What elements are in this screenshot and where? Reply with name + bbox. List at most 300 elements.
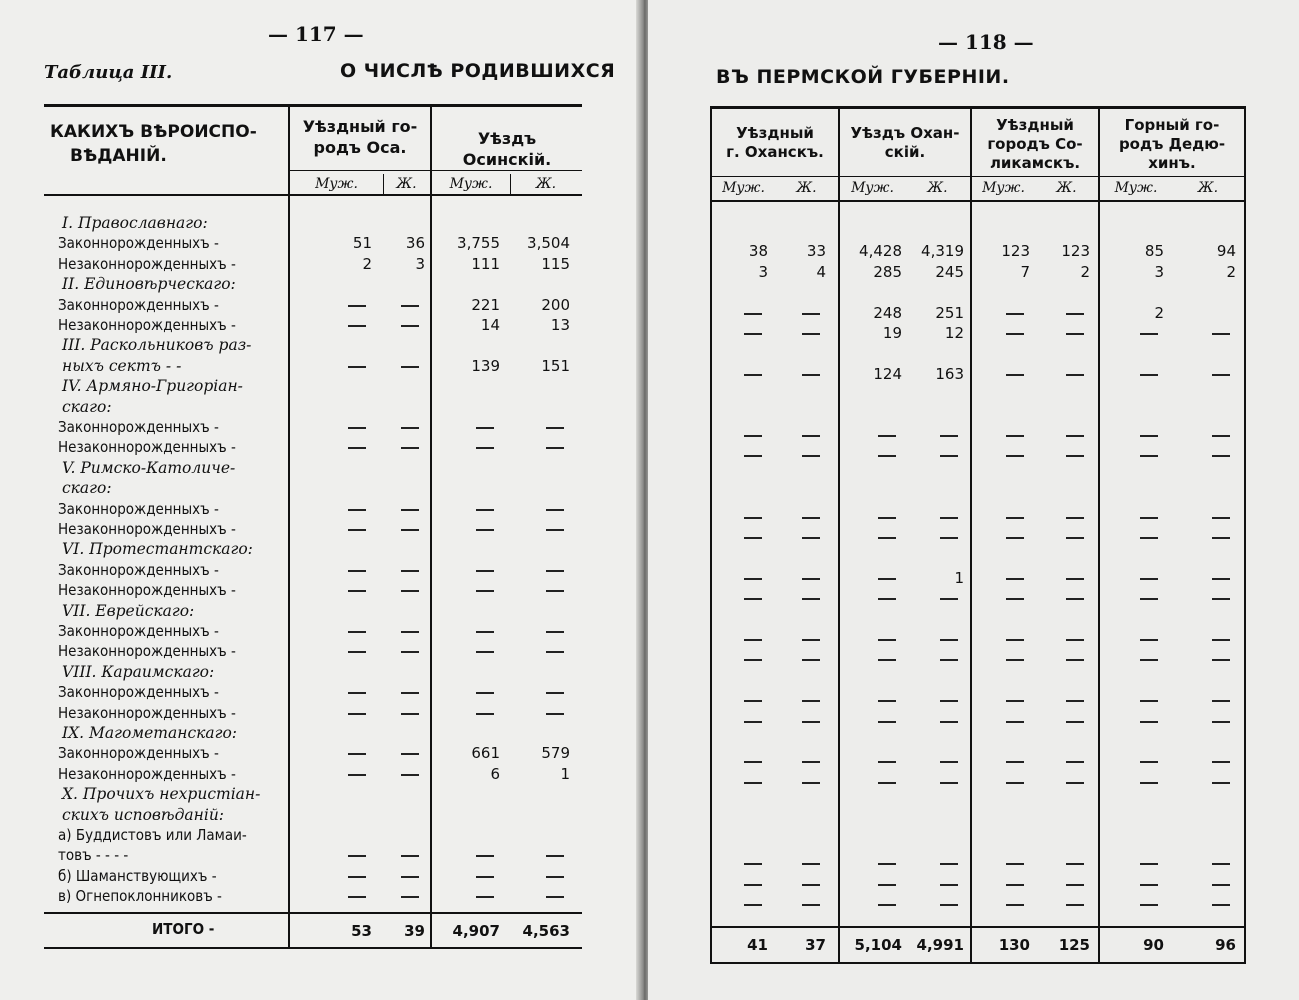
value-cell-dash	[1212, 374, 1230, 376]
value-cell-dash	[1006, 782, 1024, 784]
value-cell-dash	[940, 435, 958, 437]
value-cell-dash	[802, 435, 820, 437]
value-cell-dash	[1140, 659, 1158, 661]
value-cell: 36	[405, 234, 425, 253]
value-cell: 4	[816, 262, 826, 281]
row-label: Незаконнорожденныхъ -	[58, 642, 236, 661]
value-cell-dash	[476, 529, 494, 531]
value-cell-dash	[401, 876, 419, 878]
value-cell-dash	[546, 855, 564, 857]
subheader-male: Муж.	[722, 180, 765, 196]
col-divider	[288, 104, 290, 949]
value-cell: 1	[954, 568, 964, 587]
value-cell-dash	[1066, 313, 1084, 315]
value-cell: 3,755	[457, 234, 500, 253]
value-cell-dash	[1006, 374, 1024, 376]
value-cell-dash	[1140, 639, 1158, 641]
value-cell: 33	[806, 242, 826, 261]
value-cell-dash	[1212, 904, 1230, 906]
total-value: 5,104	[854, 936, 902, 954]
value-cell-dash	[348, 692, 366, 694]
value-cell-dash	[744, 435, 762, 437]
subheader-female: Ж.	[927, 180, 948, 196]
value-cell-dash	[401, 713, 419, 715]
value-cell-dash	[744, 782, 762, 784]
row-label: Законнорожденныхъ -	[58, 683, 219, 702]
value-cell-dash	[348, 631, 366, 633]
value-cell-dash	[1212, 659, 1230, 661]
value-cell-dash	[1212, 578, 1230, 580]
value-cell-dash	[744, 517, 762, 519]
value-cell-dash	[401, 651, 419, 653]
value-cell: 3	[415, 254, 425, 273]
value-cell: 115	[541, 254, 570, 273]
group-header-line: Уѣздный	[996, 116, 1074, 134]
value-cell-dash	[940, 639, 958, 641]
col-divider	[1244, 106, 1246, 964]
value-cell-dash	[940, 517, 958, 519]
value-cell-dash	[546, 896, 564, 898]
value-cell-dash	[401, 590, 419, 592]
value-cell-dash	[1140, 537, 1158, 539]
value-cell-dash	[1066, 578, 1084, 580]
value-cell: 2	[1080, 262, 1090, 281]
value-cell-dash	[1066, 884, 1084, 886]
value-cell-dash	[348, 774, 366, 776]
value-cell-dash	[1212, 863, 1230, 865]
row-label: а) Буддистовъ или Ламаи-	[58, 826, 247, 844]
subheader-male: Муж.	[851, 180, 894, 196]
page-number-left: — 117 —	[268, 22, 364, 46]
value-cell-dash	[940, 721, 958, 723]
group-header-line: г. Оханскъ.	[726, 143, 824, 161]
value-cell-dash	[1212, 537, 1230, 539]
row-label: Законнорожденныхъ -	[58, 622, 219, 640]
value-cell-dash	[878, 721, 896, 723]
value-cell-dash	[1140, 333, 1158, 335]
value-cell-dash	[476, 692, 494, 694]
total-value: 39	[404, 922, 425, 940]
header-bottom-rule	[44, 194, 582, 196]
section-label: VII. Еврейскаго:	[62, 601, 195, 620]
value-cell: 6	[490, 764, 500, 783]
row-label: Законнорожденныхъ -	[58, 295, 219, 314]
total-label: ИТОГО -	[152, 920, 215, 938]
group-header-line: Уѣздный	[736, 124, 814, 142]
value-cell-dash	[1140, 455, 1158, 457]
value-cell-dash	[1006, 884, 1024, 886]
row-label: Законнорожденныхъ -	[58, 560, 219, 579]
value-cell: 1	[560, 764, 570, 783]
value-cell-dash	[878, 537, 896, 539]
group-header-line: ликамскъ.	[989, 154, 1081, 172]
value-cell-dash	[476, 876, 494, 878]
value-cell-dash	[1066, 659, 1084, 661]
subheader-male: Муж.	[449, 176, 493, 192]
value-cell-dash	[1140, 700, 1158, 702]
value-cell-dash	[940, 598, 958, 600]
value-cell: 251	[935, 303, 964, 322]
row-label: Незаконнорожденныхъ -	[58, 254, 236, 273]
row-label: Незаконнорожденныхъ -	[58, 581, 236, 600]
value-cell: 2	[362, 254, 372, 273]
value-cell-dash	[878, 598, 896, 600]
value-cell-dash	[1006, 517, 1024, 519]
value-cell-dash	[802, 517, 820, 519]
value-cell-dash	[744, 904, 762, 906]
value-cell-dash	[476, 427, 494, 429]
value-cell-dash	[940, 904, 958, 906]
section-label: VI. Протестантскаго:	[62, 540, 253, 559]
value-cell-dash	[401, 753, 419, 755]
value-cell-dash	[401, 774, 419, 776]
value-cell-dash	[802, 374, 820, 376]
value-cell-dash	[1006, 435, 1024, 437]
value-cell-dash	[940, 761, 958, 763]
value-cell-dash	[1066, 721, 1084, 723]
value-cell: 123	[1001, 242, 1030, 261]
value-cell-dash	[1066, 537, 1084, 539]
value-cell-dash	[348, 529, 366, 531]
value-cell: 51	[352, 234, 372, 253]
value-cell-dash	[1212, 700, 1230, 702]
value-cell-dash	[744, 598, 762, 600]
value-cell-dash	[878, 517, 896, 519]
row-label: Незаконнорожденныхъ -	[58, 316, 236, 334]
value-cell-dash	[1006, 700, 1024, 702]
row-label: Незаконнорожденныхъ -	[58, 520, 236, 538]
value-cell-dash	[401, 855, 419, 857]
value-cell-dash	[744, 313, 762, 315]
first-col-header-line: ВѢДАНІЙ.	[70, 146, 167, 166]
value-cell-dash	[1066, 374, 1084, 376]
subheader-male: Муж.	[982, 180, 1025, 196]
value-cell-dash	[802, 761, 820, 763]
value-cell-dash	[476, 590, 494, 592]
total-top-rule	[44, 912, 582, 914]
value-cell-dash	[348, 305, 366, 307]
value-cell-dash	[546, 876, 564, 878]
value-cell: 579	[541, 744, 570, 763]
value-cell-dash	[1140, 721, 1158, 723]
value-cell-dash	[878, 904, 896, 906]
value-cell-dash	[476, 570, 494, 572]
value-cell-dash	[401, 366, 419, 368]
total-value: 96	[1215, 936, 1236, 954]
col-divider	[838, 106, 840, 964]
value-cell-dash	[1212, 598, 1230, 600]
value-cell-dash	[878, 639, 896, 641]
value-cell-dash	[401, 447, 419, 449]
total-value: 4,991	[916, 936, 964, 954]
total-value: 4,563	[522, 922, 570, 940]
col-divider	[1098, 106, 1100, 964]
section-label: V. Римско-Католиче-	[62, 458, 236, 477]
value-cell-dash	[1212, 435, 1230, 437]
section-label: II. Единовѣрческаго:	[62, 275, 236, 294]
value-cell-dash	[476, 651, 494, 653]
value-cell-dash	[546, 713, 564, 715]
table-top-rule	[710, 106, 1246, 109]
value-cell: 3	[758, 262, 768, 281]
value-cell: 85	[1144, 242, 1164, 261]
section-label: скаго:	[62, 397, 112, 416]
section-label: IX. Магометанскаго:	[62, 724, 238, 742]
value-cell: 7	[1020, 262, 1030, 281]
value-cell: 4,428	[859, 242, 902, 261]
row-label: Незаконнорожденныхъ -	[58, 703, 236, 722]
value-cell-dash	[1212, 333, 1230, 335]
total-value: 53	[351, 922, 372, 940]
value-cell-dash	[802, 700, 820, 702]
value-cell: 245	[935, 262, 964, 281]
value-cell-dash	[1140, 884, 1158, 886]
value-cell-dash	[1140, 374, 1158, 376]
value-cell-dash	[348, 713, 366, 715]
value-cell-dash	[940, 884, 958, 886]
value-cell-dash	[802, 333, 820, 335]
value-cell: 163	[935, 364, 964, 383]
value-cell-dash	[1212, 884, 1230, 886]
value-cell-dash	[1140, 435, 1158, 437]
row-label: Законнорожденныхъ -	[58, 418, 219, 436]
subheader-male: Муж.	[1114, 180, 1158, 196]
value-cell-dash	[802, 863, 820, 865]
value-cell-dash	[348, 447, 366, 449]
value-cell-dash	[1066, 517, 1084, 519]
value-cell-dash	[1066, 435, 1084, 437]
value-cell-dash	[1066, 782, 1084, 784]
value-cell-dash	[1066, 904, 1084, 906]
section-label: скихъ исповѣданій:	[62, 805, 225, 824]
value-cell-dash	[940, 659, 958, 661]
value-cell-dash	[546, 631, 564, 633]
value-cell-dash	[744, 333, 762, 335]
value-cell-dash	[401, 692, 419, 694]
group-header-line: городъ Со-	[987, 135, 1083, 153]
value-cell-dash	[1066, 598, 1084, 600]
value-cell-dash	[1006, 761, 1024, 763]
value-cell-dash	[802, 313, 820, 315]
value-cell-dash	[802, 537, 820, 539]
value-cell: 12	[944, 324, 964, 342]
value-cell-dash	[348, 366, 366, 368]
value-cell: 151	[541, 356, 570, 375]
value-cell: 221	[471, 295, 500, 314]
subheader-male: Муж.	[315, 176, 358, 192]
value-cell: 200	[541, 295, 570, 314]
value-cell-dash	[744, 578, 762, 580]
value-cell-dash	[546, 651, 564, 653]
value-cell: 3	[1154, 262, 1164, 281]
value-cell-dash	[348, 876, 366, 878]
row-label: Законнорожденныхъ -	[58, 744, 219, 763]
subheader-female: Ж.	[535, 176, 557, 192]
value-cell-dash	[802, 721, 820, 723]
value-cell-dash	[940, 455, 958, 457]
value-cell-dash	[1006, 639, 1024, 641]
value-cell: 2	[1226, 262, 1236, 281]
value-cell-dash	[744, 761, 762, 763]
value-cell-dash	[1006, 659, 1024, 661]
value-cell-dash	[1140, 904, 1158, 906]
total-bottom-rule	[44, 947, 582, 949]
value-cell: 248	[873, 303, 902, 322]
title-left: О ЧИСЛѢ РОДИВШИХСЯ	[340, 60, 616, 82]
subheader-rule	[288, 170, 582, 171]
total-top-rule	[710, 926, 1246, 928]
value-cell-dash	[744, 639, 762, 641]
value-cell-dash	[348, 753, 366, 755]
col-divider	[970, 106, 972, 964]
value-cell-dash	[1006, 904, 1024, 906]
group-header-line: Горный го-	[1124, 116, 1220, 134]
group-header-line: хинъ.	[1148, 154, 1196, 172]
row-label: Законнорожденныхъ -	[58, 499, 219, 518]
value-cell-dash	[546, 529, 564, 531]
row-label: в) Огнепоклонниковъ -	[58, 887, 222, 906]
group-header-line: скій.	[884, 143, 926, 161]
right-page	[648, 0, 1299, 1000]
value-cell-dash	[1212, 517, 1230, 519]
value-cell-dash	[401, 529, 419, 531]
value-cell-dash	[1006, 313, 1024, 315]
value-cell: 4,319	[921, 242, 964, 261]
value-cell-dash	[1066, 761, 1084, 763]
value-cell-dash	[546, 590, 564, 592]
value-cell-dash	[1066, 333, 1084, 335]
total-value: 90	[1143, 936, 1164, 954]
first-col-header-line: КАКИХЪ ВѢРОИСПО-	[50, 122, 257, 142]
value-cell-dash	[744, 700, 762, 702]
value-cell-dash	[1140, 761, 1158, 763]
value-cell-dash	[348, 509, 366, 511]
section-label: III. Раскольниковъ раз-	[62, 336, 252, 355]
value-cell-dash	[476, 713, 494, 715]
value-cell-dash	[1006, 598, 1024, 600]
value-cell-dash	[878, 863, 896, 865]
value-cell-dash	[878, 782, 896, 784]
value-cell-dash	[878, 435, 896, 437]
page-number-right: — 118 —	[938, 30, 1034, 54]
value-cell: 123	[1061, 242, 1090, 261]
subheader-rule	[710, 176, 1246, 177]
value-cell-dash	[802, 884, 820, 886]
value-cell-dash	[1066, 863, 1084, 865]
value-cell-dash	[348, 651, 366, 653]
total-value: 41	[747, 936, 768, 954]
value-cell-dash	[401, 570, 419, 572]
value-cell-dash	[546, 570, 564, 572]
subheader-female: Ж.	[796, 180, 817, 196]
value-cell-dash	[878, 884, 896, 886]
value-cell-dash	[546, 692, 564, 694]
title-right: ВЪ ПЕРМСКОЙ ГУБЕРНІИ.	[716, 66, 1010, 88]
value-cell-dash	[401, 427, 419, 429]
value-cell-dash	[1140, 517, 1158, 519]
value-cell-dash	[546, 427, 564, 429]
value-cell-dash	[1140, 863, 1158, 865]
value-cell-dash	[744, 374, 762, 376]
value-cell: 2	[1154, 303, 1164, 322]
value-cell-dash	[401, 325, 419, 327]
value-cell-dash	[802, 659, 820, 661]
row-label: б) Шаманствующихъ -	[58, 866, 217, 885]
value-cell-dash	[1006, 333, 1024, 335]
value-cell-dash	[1066, 639, 1084, 641]
total-value: 4,907	[452, 922, 500, 940]
value-cell: 94	[1216, 242, 1236, 261]
value-cell-dash	[744, 863, 762, 865]
value-cell-dash	[476, 447, 494, 449]
group-header-line: Уѣздъ Осинскій.	[462, 129, 552, 169]
value-cell-dash	[348, 855, 366, 857]
value-cell-dash	[401, 896, 419, 898]
value-cell-dash	[546, 447, 564, 449]
value-cell-dash	[476, 509, 494, 511]
value-cell: 14	[480, 316, 500, 334]
value-cell-dash	[1006, 455, 1024, 457]
value-cell-dash	[1212, 721, 1230, 723]
section-label: ныхъ сектъ - -	[62, 356, 182, 375]
total-value: 37	[805, 936, 826, 954]
value-cell-dash	[348, 325, 366, 327]
value-cell-dash	[348, 896, 366, 898]
value-cell-dash	[1140, 598, 1158, 600]
value-cell-dash	[744, 455, 762, 457]
value-cell-dash	[802, 578, 820, 580]
value-cell-dash	[1212, 455, 1230, 457]
value-cell-dash	[940, 863, 958, 865]
col-divider	[430, 104, 432, 949]
value-cell-dash	[744, 721, 762, 723]
group-header-line: родъ Оса.	[313, 138, 407, 157]
value-cell: 124	[873, 364, 902, 383]
value-cell-dash	[348, 590, 366, 592]
value-cell-dash	[802, 639, 820, 641]
value-cell-dash	[744, 537, 762, 539]
row-label: Незаконнорожденныхъ -	[58, 438, 236, 457]
value-cell: 661	[471, 744, 500, 763]
section-label: I. Православнаго:	[62, 214, 208, 232]
value-cell-dash	[348, 427, 366, 429]
value-cell: 111	[471, 254, 500, 273]
value-cell-dash	[546, 509, 564, 511]
value-cell-dash	[802, 782, 820, 784]
total-value: 125	[1058, 936, 1090, 954]
value-cell: 139	[471, 356, 500, 375]
value-cell-dash	[744, 884, 762, 886]
value-cell-dash	[1006, 537, 1024, 539]
section-label: скаго:	[62, 479, 112, 498]
value-cell-dash	[940, 700, 958, 702]
row-label: товъ - - - -	[58, 846, 129, 865]
table-top-rule	[44, 104, 582, 107]
value-cell: 13	[550, 316, 570, 334]
section-label: X. Прочихъ нехристіан-	[62, 785, 261, 804]
value-cell-dash	[940, 782, 958, 784]
value-cell-dash	[1212, 639, 1230, 641]
row-label: Незаконнорожденныхъ -	[58, 764, 236, 783]
value-cell-dash	[1006, 863, 1024, 865]
value-cell-dash	[878, 761, 896, 763]
value-cell-dash	[1212, 782, 1230, 784]
value-cell-dash	[802, 904, 820, 906]
subheader-female: Ж.	[396, 176, 417, 192]
row-label: Законнорожденныхъ -	[58, 234, 219, 253]
value-cell-dash	[401, 631, 419, 633]
value-cell-dash	[476, 631, 494, 633]
